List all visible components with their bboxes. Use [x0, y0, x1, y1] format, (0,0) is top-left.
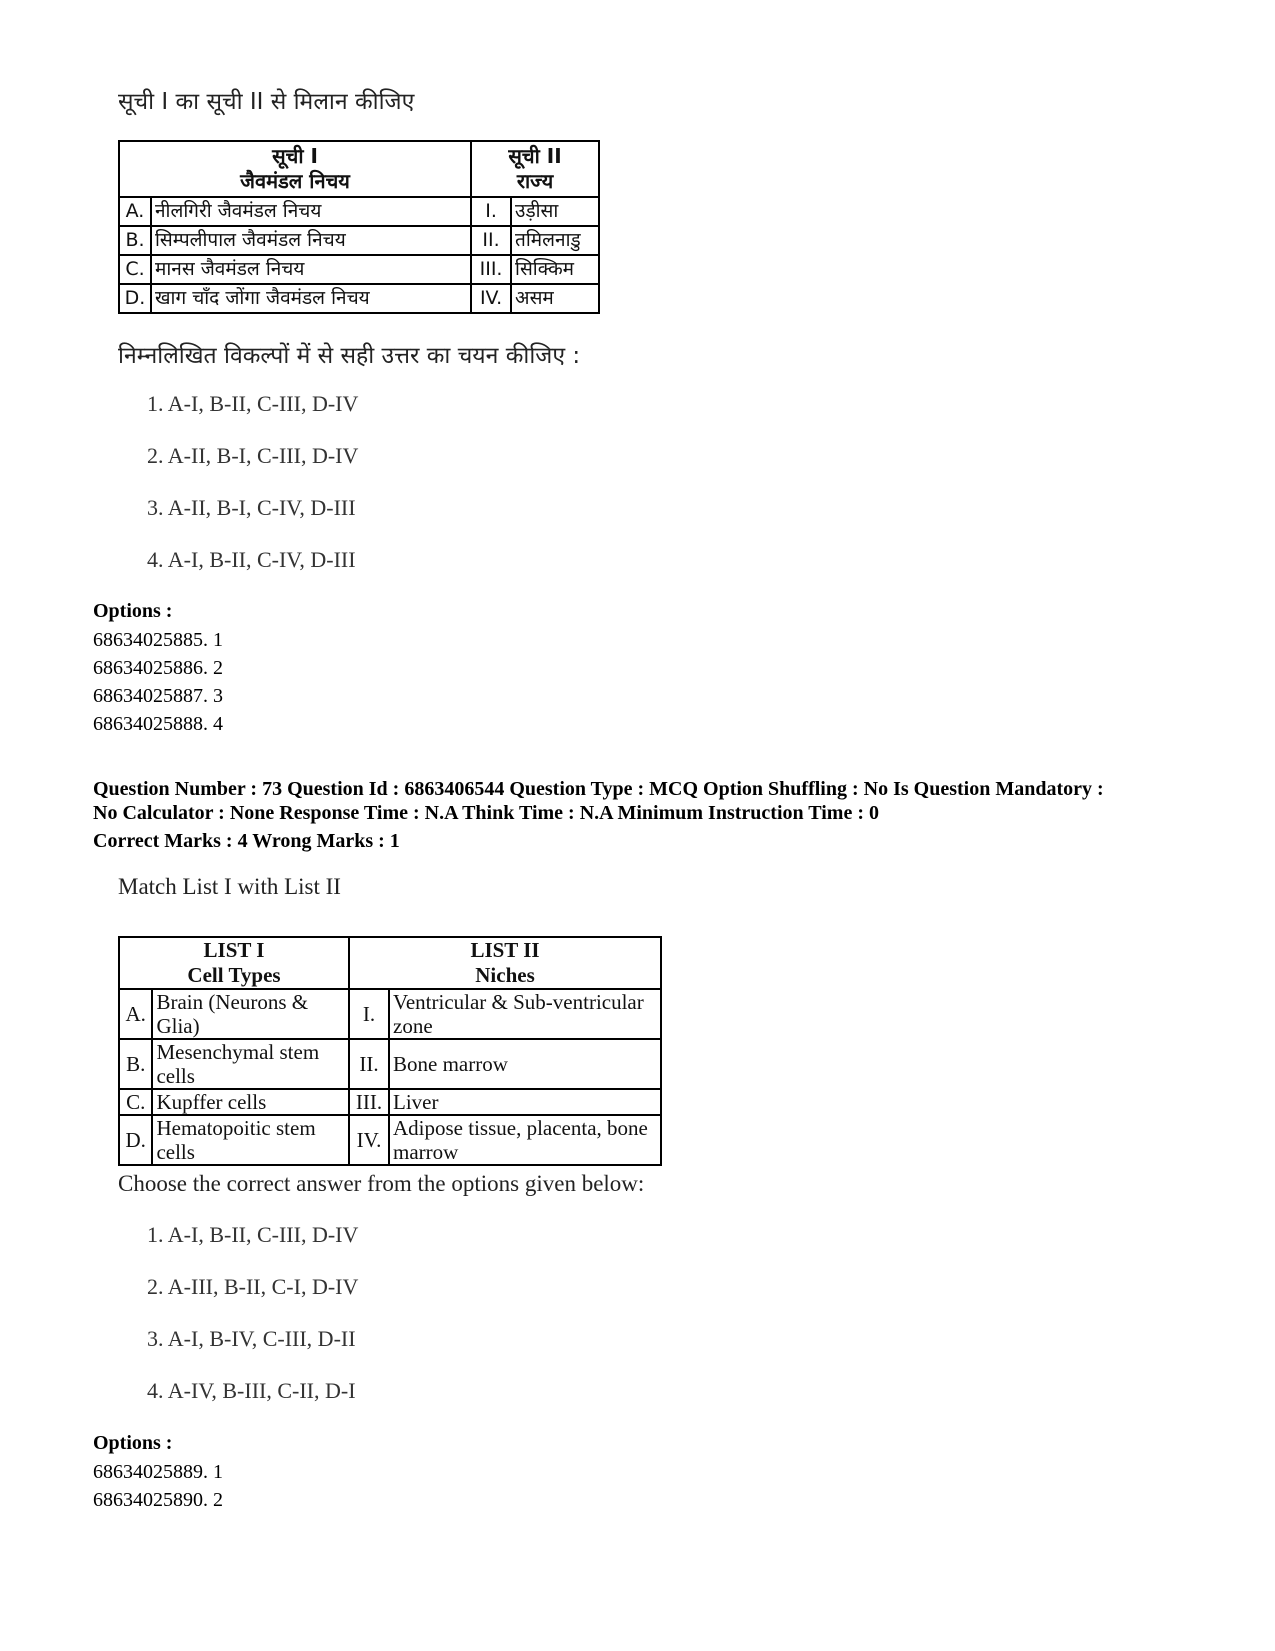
- q1-option-2: 68634025886. 2: [93, 657, 223, 679]
- q2-choice-3: 3. A-I, B-IV, C-III, D-II: [147, 1326, 356, 1351]
- row-key: B.: [119, 1039, 152, 1089]
- q1-col2-header: [471, 141, 599, 197]
- q2-match-table: [118, 936, 662, 1166]
- row-key: III.: [471, 255, 511, 284]
- table-row: [119, 284, 599, 313]
- q1-match-table: [118, 140, 600, 314]
- table-row: [119, 989, 661, 1039]
- q1-col1-title: सूची I: [272, 144, 318, 168]
- q2-col2-subtitle: Niches: [475, 963, 535, 987]
- q2-instruction: Match List I with List II: [118, 874, 341, 899]
- q2-choice-4: 4. A-IV, B-III, C-II, D-I: [147, 1378, 356, 1403]
- row-value: Liver: [389, 1089, 661, 1115]
- q2-meta-line-1: Question Number : 73 Question Id : 6863406544 Question Type : MCQ Option Shuffling : No Is Question Mandatory :: [93, 778, 1104, 800]
- q2-option-1: 68634025889. 1: [93, 1461, 223, 1483]
- q1-instruction: सूची I का सूची II से मिलान कीजिए: [118, 89, 415, 115]
- row-value: सिम्पलीपाल जैवमंडल निचय: [151, 226, 471, 255]
- q1-choice-3: 3. A-II, B-I, C-IV, D-III: [147, 495, 356, 520]
- q2-col1-header: [119, 937, 349, 989]
- q1-choice-2: 2. A-II, B-I, C-III, D-IV: [147, 443, 359, 468]
- row-key: C.: [119, 255, 151, 284]
- q2-prompt: Choose the correct answer from the options given below:: [118, 1171, 645, 1196]
- row-value: उड़ीसा: [511, 197, 599, 226]
- row-value: सिक्किम: [511, 255, 599, 284]
- q1-col1-header: [119, 141, 471, 197]
- row-value: Mesenchymal stem cells: [152, 1039, 349, 1089]
- row-key: II.: [471, 226, 511, 255]
- q2-option-2: 68634025890. 2: [93, 1489, 223, 1511]
- row-value: मानस जैवमंडल निचय: [151, 255, 471, 284]
- row-value: Adipose tissue, placenta, bone marrow: [389, 1115, 661, 1165]
- table-row: [119, 1115, 661, 1165]
- q1-col1-subtitle: जैवमंडल निचय: [240, 169, 350, 193]
- row-value: Kupffer cells: [152, 1089, 349, 1115]
- row-key: A.: [119, 197, 151, 226]
- q2-col1-title: LIST I: [203, 938, 265, 962]
- row-key: D.: [119, 1115, 152, 1165]
- row-key: B.: [119, 226, 151, 255]
- row-value: नीलगिरी जैवमंडल निचय: [151, 197, 471, 226]
- q1-choice-4: 4. A-I, B-II, C-IV, D-III: [147, 547, 356, 572]
- table-row: [119, 226, 599, 255]
- row-key: D.: [119, 284, 151, 313]
- q1-option-4: 68634025888. 4: [93, 713, 223, 735]
- row-value: असम: [511, 284, 599, 313]
- row-key: C.: [119, 1089, 152, 1115]
- q2-col2-header: [349, 937, 661, 989]
- row-value: Brain (Neurons & Glia): [152, 989, 349, 1039]
- q2-options-label: Options :: [93, 1432, 173, 1454]
- q1-col2-subtitle: राज्य: [516, 169, 554, 193]
- q2-col2-title: LIST II: [470, 938, 540, 962]
- table-row: [119, 255, 599, 284]
- q1-col2-title: सूची II: [508, 144, 562, 168]
- q2-col1-subtitle: Cell Types: [187, 963, 281, 987]
- row-key: III.: [349, 1089, 389, 1115]
- row-key: A.: [119, 989, 152, 1039]
- q2-choice-1: 1. A-I, B-II, C-III, D-IV: [147, 1222, 359, 1247]
- q2-choice-2: 2. A-III, B-II, C-I, D-IV: [147, 1274, 359, 1299]
- q1-option-1: 68634025885. 1: [93, 629, 223, 651]
- row-key: IV.: [471, 284, 511, 313]
- q1-option-3: 68634025887. 3: [93, 685, 223, 707]
- row-key: IV.: [349, 1115, 389, 1165]
- table-row: [119, 197, 599, 226]
- row-value: खाग चाँद जोंगा जैवमंडल निचय: [151, 284, 471, 313]
- table-row: [119, 1089, 661, 1115]
- row-value: Hematopoitic stem cells: [152, 1115, 349, 1165]
- q1-options-label: Options :: [93, 600, 173, 622]
- table-row: [119, 1039, 661, 1089]
- row-key: I.: [471, 197, 511, 226]
- row-key: I.: [349, 989, 389, 1039]
- q1-prompt: निम्नलिखित विकल्पों में से सही उत्तर का चयन कीजिए :: [118, 343, 581, 369]
- q2-marks: Correct Marks : 4 Wrong Marks : 1: [93, 830, 400, 852]
- row-value: Bone marrow: [389, 1039, 661, 1089]
- row-value: Ventricular & Sub-ventricular zone: [389, 989, 661, 1039]
- q1-choice-1: 1. A-I, B-II, C-III, D-IV: [147, 391, 359, 416]
- q2-meta-line-2: No Calculator : None Response Time : N.A Think Time : N.A Minimum Instruction Time : 0: [93, 802, 879, 824]
- row-key: II.: [349, 1039, 389, 1089]
- row-value: तमिलनाडु: [511, 226, 599, 255]
